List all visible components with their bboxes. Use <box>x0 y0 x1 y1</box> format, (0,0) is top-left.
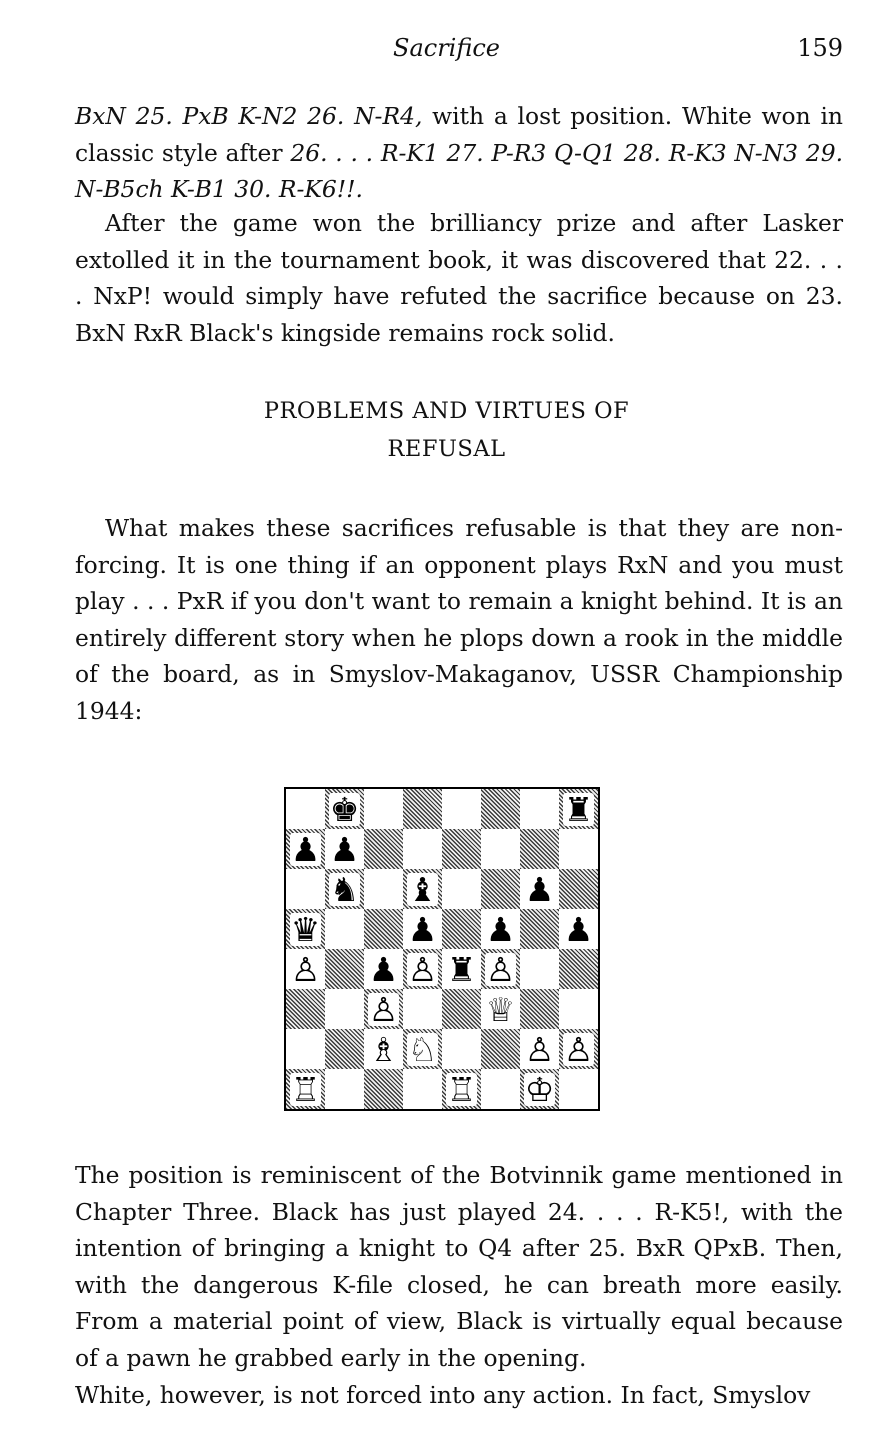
board-square <box>559 789 598 829</box>
board-square <box>481 949 520 989</box>
board-square <box>286 829 325 869</box>
board-square <box>364 949 403 989</box>
board-square <box>364 989 403 1029</box>
board-square <box>286 949 325 989</box>
board-square <box>403 1069 442 1109</box>
board-square <box>286 1029 325 1069</box>
section-heading <box>0 392 893 468</box>
board-square <box>286 909 325 949</box>
board-square <box>403 1029 442 1069</box>
board-square <box>442 789 481 829</box>
board-square <box>481 989 520 1029</box>
paragraph-continuation: White, however, is not forced into any action. In fact, Smyslov <box>75 1381 811 1409</box>
board-square <box>520 829 559 869</box>
board-square <box>559 1069 598 1109</box>
board-square <box>325 829 364 869</box>
board-square <box>403 869 442 909</box>
chess-piece-icon: ♙ <box>485 949 516 989</box>
chess-piece-icon: ♟ <box>485 909 516 949</box>
chess-piece-icon: ♖ <box>290 1069 321 1109</box>
chess-piece-icon: ♔ <box>524 1069 555 1109</box>
board-square <box>520 909 559 949</box>
paragraph-game-conclusion <box>75 98 843 208</box>
board-square <box>325 789 364 829</box>
move-sequence: 26. . . . R-K1 27. P-R3 Q-Q1 28. R-K3 N-N3 29. N-B5ch K-B1 30. R-K6!!. <box>75 138 844 203</box>
chess-piece-icon: ♜ <box>446 949 477 989</box>
board-square <box>442 989 481 1029</box>
board-square <box>286 989 325 1029</box>
chess-piece-icon: ♕ <box>485 989 516 1029</box>
board-square <box>364 789 403 829</box>
board-square <box>559 949 598 989</box>
board-square <box>364 829 403 869</box>
page-header <box>0 34 893 66</box>
board-square <box>364 1069 403 1109</box>
board-square <box>442 829 481 869</box>
chess-piece-icon: ♟ <box>290 829 321 869</box>
board-square <box>364 1029 403 1069</box>
chess-piece-icon: ♖ <box>446 1069 477 1109</box>
board-square <box>481 1069 520 1109</box>
board-square <box>364 869 403 909</box>
page-number: 159 <box>797 34 843 62</box>
chess-piece-icon: ♙ <box>407 949 438 989</box>
board-square <box>325 989 364 1029</box>
board-square <box>442 909 481 949</box>
board-square <box>559 1029 598 1069</box>
board-square <box>481 789 520 829</box>
board-square <box>364 909 403 949</box>
chess-piece-icon: ♟ <box>407 909 438 949</box>
board-square <box>559 909 598 949</box>
board-square <box>520 989 559 1029</box>
board-square <box>286 869 325 909</box>
board-square <box>442 1069 481 1109</box>
chess-piece-icon: ♛ <box>290 909 321 949</box>
chess-piece-icon: ♙ <box>524 1029 555 1069</box>
chess-piece-icon: ♚ <box>329 789 360 829</box>
narrative-text: with a lost position. White won in classic style after <box>75 102 843 167</box>
chess-piece-icon: ♜ <box>563 789 594 829</box>
move-sequence: BxN 25. PxB K-N2 26. N-R4, <box>75 102 423 130</box>
board-square <box>520 1069 559 1109</box>
board-square <box>442 1029 481 1069</box>
board-square <box>286 1069 325 1109</box>
board-square <box>325 1029 364 1069</box>
board-square <box>403 789 442 829</box>
board-square <box>559 989 598 1029</box>
board-square <box>403 989 442 1029</box>
chess-piece-icon: ♟ <box>329 829 360 869</box>
board-square <box>325 909 364 949</box>
running-title: Sacrifice <box>393 34 500 62</box>
chess-piece-icon: ♟ <box>368 949 399 989</box>
section-heading-line: PROBLEMS AND VIRTUES OF <box>263 398 630 424</box>
board-square <box>481 1029 520 1069</box>
board-square <box>403 909 442 949</box>
board-square <box>325 1069 364 1109</box>
board-square <box>325 869 364 909</box>
chess-piece-icon: ♟ <box>524 869 555 909</box>
chess-piece-icon: ♙ <box>290 949 321 989</box>
board-square <box>481 829 520 869</box>
board-square <box>403 949 442 989</box>
board-square <box>559 829 598 869</box>
paragraph-refutation: After the game won the brilliancy prize and after Lasker extolled it in the tournament book, it was discovered that 22. . . . NxP! would simply have refuted the sacrifice because on 23. BxN RxR Black's kingside remains rock solid. <box>75 209 843 347</box>
board-square <box>520 869 559 909</box>
board-square <box>520 789 559 829</box>
board-square <box>286 789 325 829</box>
board-square <box>559 869 598 909</box>
board-square <box>520 1029 559 1069</box>
board-square <box>481 909 520 949</box>
chess-piece-icon: ♙ <box>368 989 399 1029</box>
paragraph-refusable-sacrifices: What makes these sacrifices refusable is that they are non-forcing. It is one thing if an opponent plays RxN and you must play . . . PxR if you don't want to remain a knight behind. It is an entirely different story when he plops down a rook in the middle of the board, as in Smyslov-Makaganov, USSR Championship 1944: <box>75 514 843 725</box>
chess-piece-icon: ♙ <box>563 1029 594 1069</box>
board-square <box>442 949 481 989</box>
section-heading-line: REFUSAL <box>387 436 506 462</box>
paragraph-position-analysis: The position is reminiscent of the Botvinnik game mentioned in Chapter Three. Black has just played 24. . . . R-K5!, with the intention of bringing a knight to Q4 after 25. BxR QPxB. Then, with the dangerous K-file closed, he can breath more easily. From a material point of view, Black is virtually equal because of a pawn he grabbed early in the opening. <box>75 1161 843 1372</box>
chess-piece-icon: ♞ <box>329 869 360 909</box>
board-square <box>520 949 559 989</box>
chess-piece-icon: ♗ <box>368 1029 399 1069</box>
board-square <box>325 949 364 989</box>
board-square <box>442 869 481 909</box>
chess-piece-icon: ♝ <box>407 869 438 909</box>
chess-piece-icon: ♟ <box>563 909 594 949</box>
board-square <box>481 869 520 909</box>
chess-piece-icon: ♘ <box>407 1029 438 1069</box>
board-square <box>403 829 442 869</box>
chess-diagram <box>284 787 600 1111</box>
